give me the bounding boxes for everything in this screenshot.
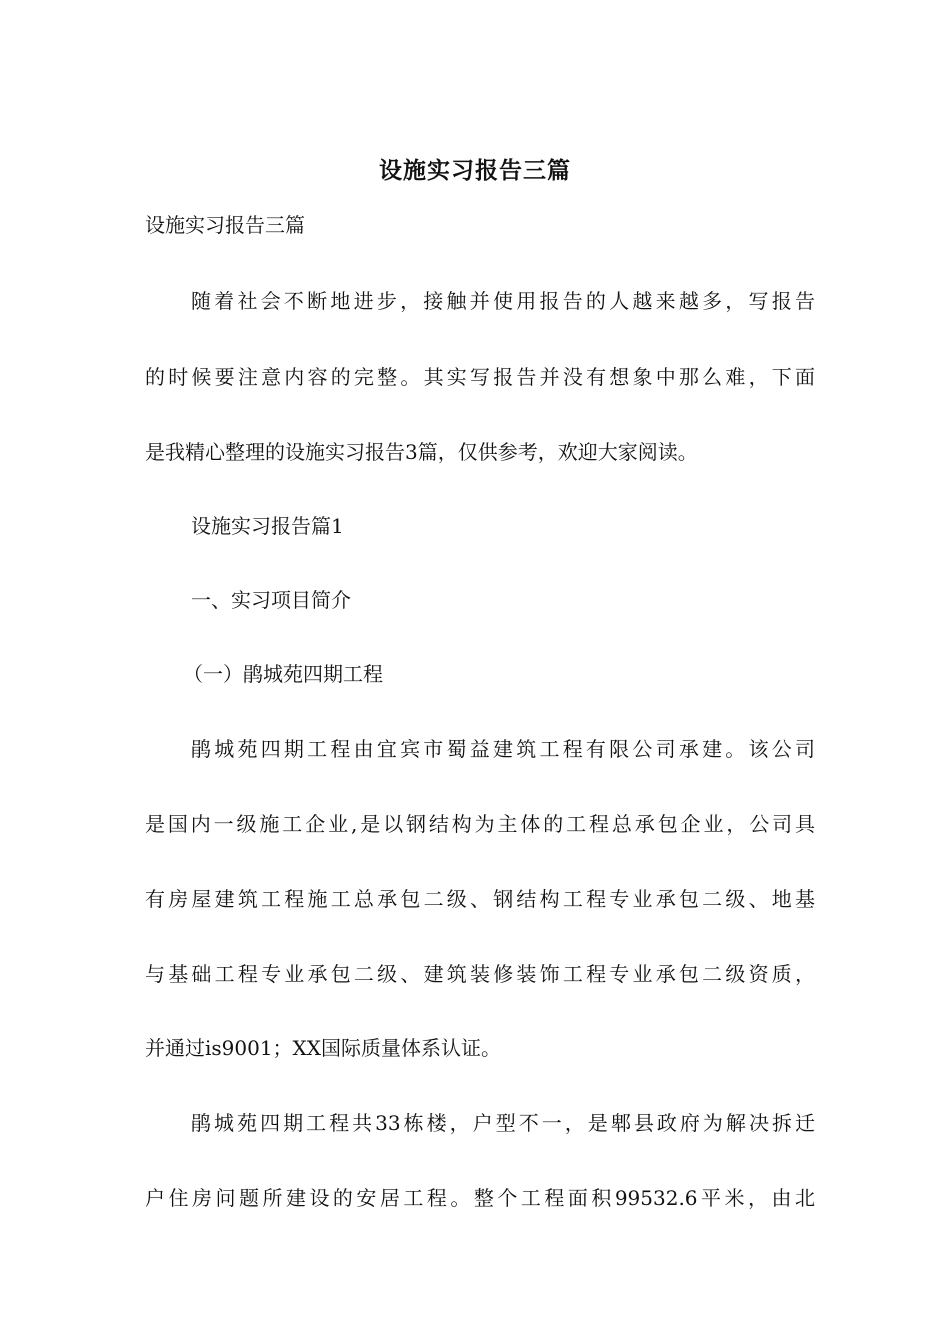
paragraph-line: 是国内一级施工企业,是以钢结构为主体的工程总承包企业，公司具 <box>145 812 815 836</box>
section-heading: 一、实习项目简介 <box>191 588 351 612</box>
subsection-heading: （一）鹃城苑四期工程 <box>183 662 383 686</box>
section-heading: 设施实习报告篇1 <box>191 514 344 538</box>
paragraph-line: 鹃城苑四期工程共33栋楼，户型不一，是郫县政府为解决拆迁 <box>191 1111 815 1135</box>
paragraph-line: 是我精心整理的设施实习报告3篇，仅供参考，欢迎大家阅读。 <box>145 440 698 464</box>
document-subtitle: 设施实习报告三篇 <box>145 213 305 237</box>
paragraph-line: 并通过is9001；XX国际质量体系认证。 <box>145 1036 502 1060</box>
paragraph-line: 鹃城苑四期工程由宜宾市蜀益建筑工程有限公司承建。该公司 <box>191 737 815 761</box>
document-title: 设施实习报告三篇 <box>379 157 571 184</box>
paragraph-line: 的时候要注意内容的完整。其实写报告并没有想象中那么难，下面 <box>145 365 815 389</box>
paragraph-line: 与基础工程专业承包二级、建筑装修装饰工程专业承包二级资质， <box>145 962 815 986</box>
paragraph-line: 随着社会不断地进步，接触并使用报告的人越来越多，写报告 <box>191 289 815 313</box>
paragraph-line: 有房屋建筑工程施工总承包二级、钢结构工程专业承包二级、地基 <box>145 887 815 911</box>
paragraph-line: 户住房问题所建设的安居工程。整个工程面积99532.6平米，由北 <box>145 1186 815 1210</box>
